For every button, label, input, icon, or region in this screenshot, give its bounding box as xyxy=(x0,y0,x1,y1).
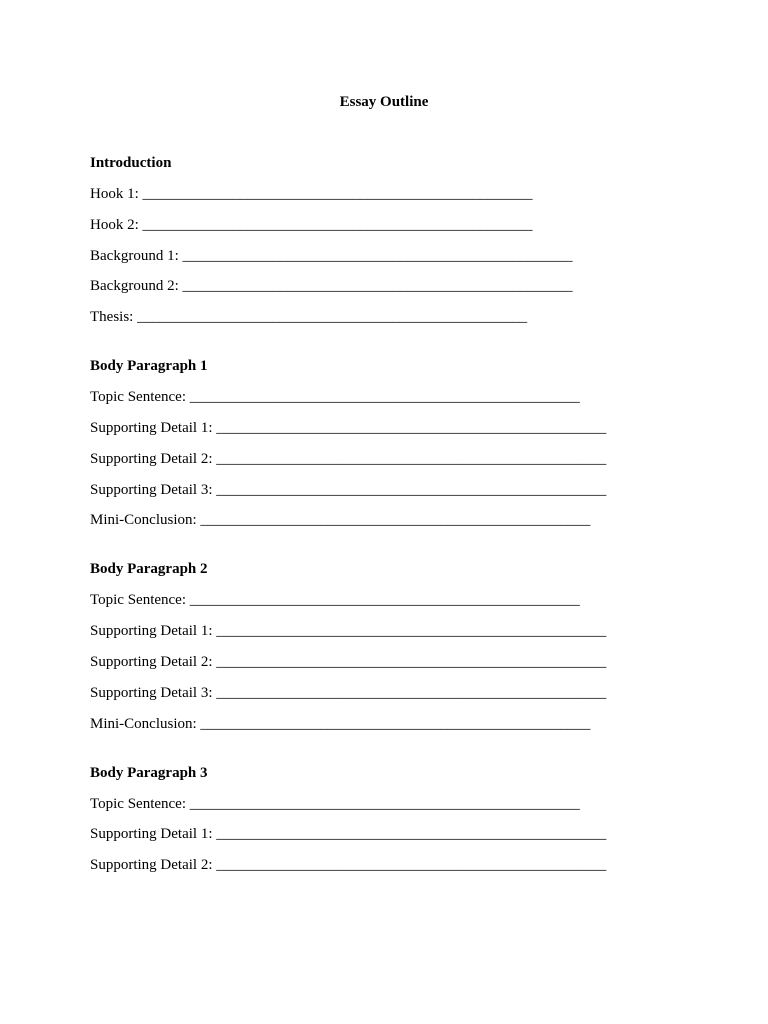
field-topic-sentence xyxy=(90,388,690,406)
field-label: Supporting Detail 3: xyxy=(90,684,213,701)
field-label: Hook 1: xyxy=(90,186,139,202)
blank-line: ____________________________________________________ xyxy=(142,216,533,233)
blank-line: ____________________________________________________ xyxy=(216,857,607,874)
field-supporting-detail-3 xyxy=(90,481,690,499)
field-label: Mini-Conclusion: xyxy=(90,512,197,529)
field-label: Topic Sentence: xyxy=(90,592,186,609)
field-mini-conclusion xyxy=(90,511,690,529)
section-body-paragraph-3 xyxy=(90,764,690,875)
blank-line: ____________________________________________________ xyxy=(189,592,580,609)
field-hook-1 xyxy=(90,185,690,203)
blank-line: ____________________________________________________ xyxy=(200,715,591,732)
field-supporting-detail-1 xyxy=(90,622,690,640)
section-introduction xyxy=(90,154,690,326)
field-label: Topic Sentence: xyxy=(90,795,186,812)
section-heading: Introduction xyxy=(90,155,172,171)
section-heading: Body Paragraph 3 xyxy=(90,764,208,781)
section-heading: Body Paragraph 2 xyxy=(90,561,208,578)
field-label: Topic Sentence: xyxy=(90,389,186,406)
field-label: Supporting Detail 3: xyxy=(90,481,213,498)
blank-line: ____________________________________________________ xyxy=(142,186,533,202)
blank-line: ____________________________________________________ xyxy=(216,623,607,640)
field-label: Supporting Detail 2: xyxy=(90,857,213,874)
field-supporting-detail-3 xyxy=(90,684,690,702)
field-label: Mini-Conclusion: xyxy=(90,715,197,732)
field-label: Supporting Detail 2: xyxy=(90,653,213,670)
blank-line: ____________________________________________________ xyxy=(189,795,580,812)
section-body-paragraph-1 xyxy=(90,357,690,529)
field-background-2 xyxy=(90,277,690,295)
outline-content xyxy=(90,154,690,887)
field-supporting-detail-2 xyxy=(90,450,690,468)
blank-line: ____________________________________________________ xyxy=(189,389,580,406)
field-label: Supporting Detail 2: xyxy=(90,450,213,467)
field-label: Supporting Detail 1: xyxy=(90,826,213,843)
field-supporting-detail-2 xyxy=(90,653,690,671)
field-hook-2 xyxy=(90,216,690,234)
field-topic-sentence xyxy=(90,591,690,609)
field-label: Supporting Detail 1: xyxy=(90,623,213,640)
section-body-paragraph-2 xyxy=(90,560,690,732)
field-background-1 xyxy=(90,247,690,265)
blank-line: ____________________________________________________ xyxy=(216,684,607,701)
blank-line: ____________________________________________________ xyxy=(137,309,528,326)
blank-line: ____________________________________________________ xyxy=(216,481,607,498)
field-supporting-detail-1 xyxy=(90,419,690,437)
blank-line: ____________________________________________________ xyxy=(200,512,591,529)
field-mini-conclusion xyxy=(90,715,690,733)
blank-line: ____________________________________________________ xyxy=(182,247,573,264)
field-label: Supporting Detail 1: xyxy=(90,419,213,436)
blank-line: ____________________________________________________ xyxy=(216,450,607,467)
field-supporting-detail-1 xyxy=(90,825,690,843)
field-label: Thesis: xyxy=(90,309,134,326)
field-topic-sentence xyxy=(90,795,690,813)
field-supporting-detail-2 xyxy=(90,856,690,874)
document-title: Essay Outline xyxy=(339,94,429,110)
blank-line: ____________________________________________________ xyxy=(216,419,607,436)
blank-line: ____________________________________________________ xyxy=(216,826,607,843)
field-label: Background 1: xyxy=(90,247,179,264)
field-label: Background 2: xyxy=(90,278,179,295)
field-label: Hook 2: xyxy=(90,216,139,233)
section-heading: Body Paragraph 1 xyxy=(90,358,208,375)
blank-line: ____________________________________________________ xyxy=(182,278,573,295)
blank-line: ____________________________________________________ xyxy=(216,653,607,670)
field-thesis xyxy=(90,308,690,326)
